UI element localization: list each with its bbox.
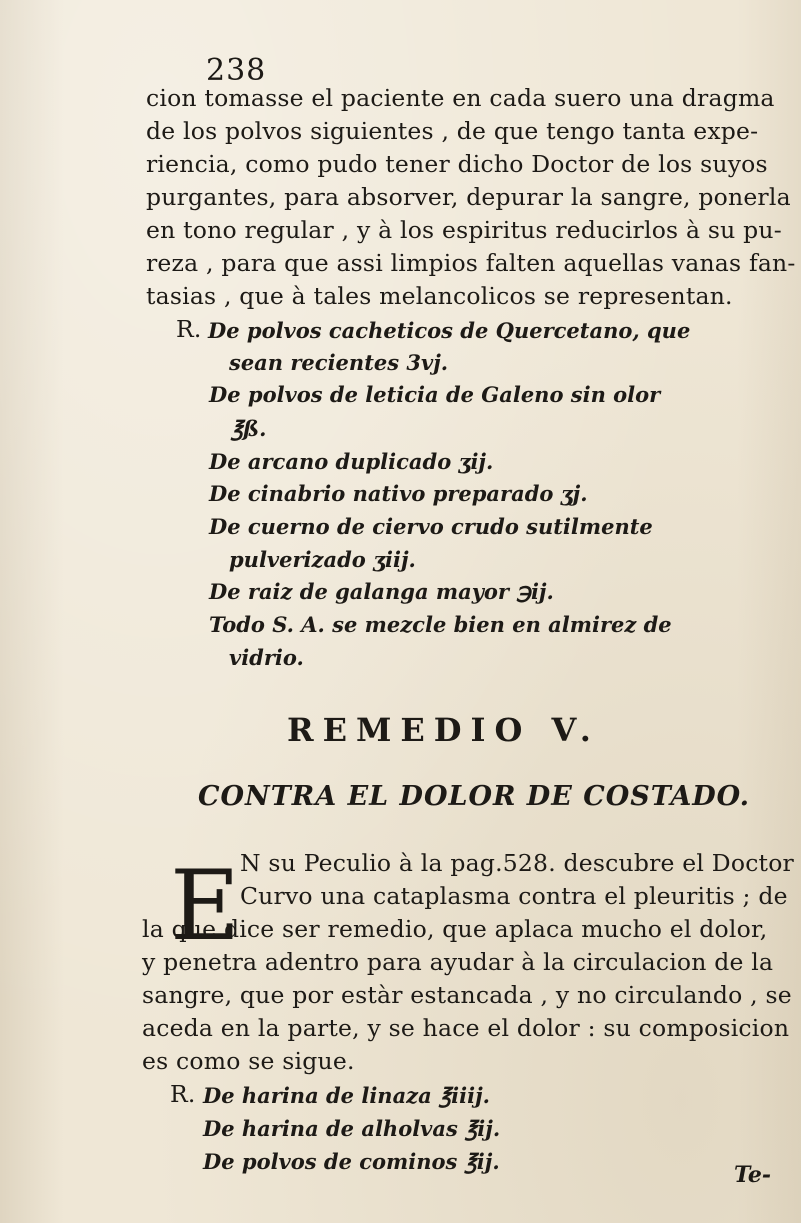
recipe-item: De harina de alholvas ℥ij. <box>203 1116 501 1141</box>
text-line: sangre, que por estàr estancada , y no circulando , se <box>142 981 792 1009</box>
text-line: cion tomasse el paciente en cada suero una dragma <box>146 84 775 112</box>
recipe-mark: R. <box>176 315 202 343</box>
recipe-item: De raiz de galanga mayor ℈ij. <box>209 579 554 604</box>
recipe-item: Todo S. A. se mezcle bien en almirez de <box>209 612 672 637</box>
text-line: riencia, como pudo tener dicho Doctor de los suyos <box>146 150 768 178</box>
text-line: purgantes, para absorver, depurar la sangre, ponerla <box>146 183 791 211</box>
recipe-item: pulverizado ʒiij. <box>229 547 416 572</box>
text-line: aceda en la parte, y se hace el dolor : su composicion <box>142 1014 790 1042</box>
recipe-item: De arcano duplicado ʒij. <box>209 449 494 474</box>
text-line: Curvo una cataplasma contra el pleuritis ; de <box>240 882 788 910</box>
text-line: N su Peculio à la pag.528. descubre el Doctor <box>240 849 794 877</box>
text-line: es como se sigue. <box>142 1047 355 1075</box>
recipe-item: De cuerno de ciervo crudo sutilmente <box>209 514 653 539</box>
recipe-item: sean recientes 3vj. <box>229 350 449 375</box>
recipe-item: De polvos de cominos ℥ij. <box>203 1149 500 1174</box>
text-line: en tono regular , y à los espiritus reducirlos à su pu- <box>146 216 782 244</box>
text-line: la que dice ser remedio, que aplaca mucho el dolor, <box>142 915 768 943</box>
page-number: 238 <box>206 53 267 88</box>
text-line: y penetra adentro para ayudar à la circulacion de la <box>142 948 774 976</box>
section-subheading: CONTRA EL DOLOR DE COSTADO. <box>198 781 751 812</box>
text-line: de los polvos siguientes , de que tengo tanta expe- <box>146 117 759 145</box>
recipe-item: De harina de linaza ℥iiij. <box>203 1083 490 1108</box>
recipe-item: De polvos cacheticos de Quercetano, que <box>208 318 691 343</box>
recipe-item: vidrio. <box>229 645 304 670</box>
recipe-item: De polvos de leticia de Galeno sin olor <box>209 382 661 407</box>
recipe-item: De cinabrio nativo preparado ʒj. <box>209 481 588 506</box>
catchword: Te- <box>734 1162 771 1188</box>
section-heading: REMEDIO V. <box>287 711 600 749</box>
text-line: tasias , que à tales melancolicos se representan. <box>146 282 733 310</box>
recipe-mark: R. <box>170 1080 196 1108</box>
recipe-item: ℥ß. <box>231 416 267 441</box>
drop-cap: E <box>170 850 241 962</box>
text-line: reza , para que assi limpios falten aquellas vanas fan- <box>146 249 796 277</box>
